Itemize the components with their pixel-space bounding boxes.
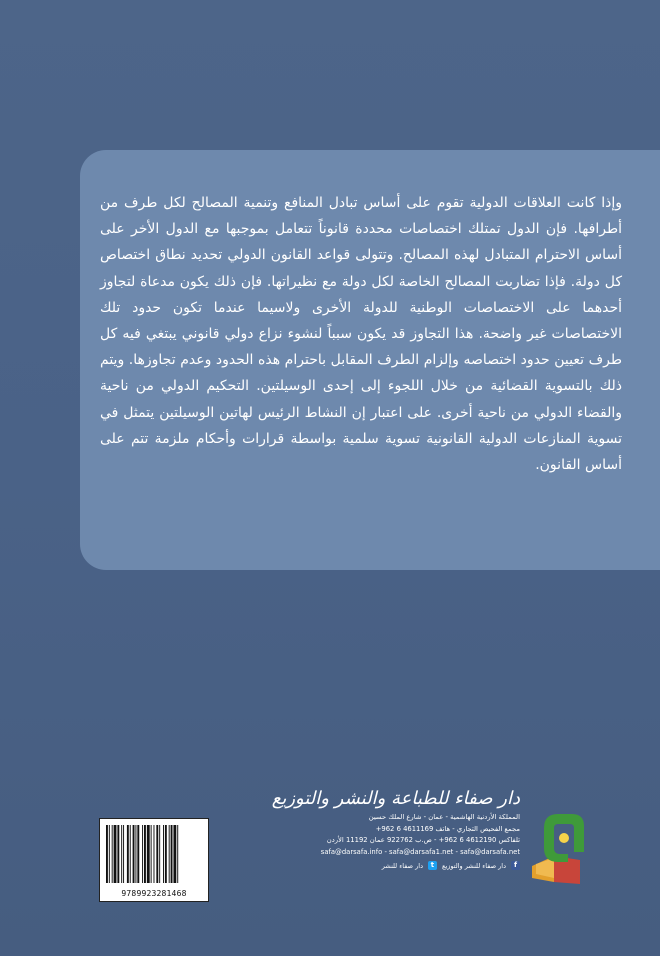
barcode-bar [112,825,113,883]
twitter-icon: t [428,861,437,870]
facebook-icon: f [511,861,520,870]
barcode-bar [163,825,164,883]
publisher-address-2: مجمع الفحيص التجاري - هاتف 4611169 6 962+ [375,824,520,833]
facebook-label: دار صفاء للنشر والتوزيع [441,861,506,870]
publisher-emails: safa@darsafa.info - safa@darsafa1.net - safa@darsafa.net [320,847,520,856]
barcode-bar [109,825,110,883]
barcode-bar [154,825,155,883]
publisher-block [271,786,520,870]
barcode-bar [135,825,136,883]
social-links [308,861,520,870]
barcode-bar [159,825,160,883]
twitter-label: دار صفاء للنشر [381,861,423,870]
barcode-bar [127,825,129,883]
barcode-bar [165,825,167,883]
barcode-bar [173,825,176,883]
publisher-name: دار صفاء للطباعة والنشر والتوزيع [271,788,520,809]
barcode-bar [133,825,135,883]
barcode-bar [144,825,146,883]
book-description [100,190,622,478]
barcode-bar [137,825,139,883]
publisher-address-1: المملكة الأردنية الهاشمية - عمان - شارع الملك حسين [368,813,520,821]
barcode-bar [121,825,122,883]
barcode-bar [151,825,152,883]
barcode-bar [171,825,173,883]
barcode-bar [114,825,117,883]
barcode-bars [106,825,202,883]
barcode-bar [142,825,143,883]
barcode-bar [156,825,158,883]
barcode-bar [106,825,108,883]
barcode-bar [169,825,170,883]
publisher-logo-icon [524,808,594,888]
barcode-bar [177,825,178,883]
barcode-bar [123,825,124,883]
barcode-bar [147,825,150,883]
barcode-bar [130,825,131,883]
barcode-bar [117,825,119,883]
description-paragraph: وإذا كانت العلاقات الدولية تقوم على أساس تبادل المنافع وتنمية المصالح لكل طرف من أطرافها. فإن الدول تمتلك اختصاصات محددة قانوناً تتعامل بموجبها مع الدول الأخر على أساس الاحترام المتبادل لهذه المصالح. وتتولى قواعد القانون الدولي تحديد نطاق اختصاص كل دولة. فإذا تضاربت المصالح الخاصة لكل دولة مع نظيراتها. فإن ذلك يكون مدعاة لتجاوز أحدهما على الاختصاصات الوطنية للدولة الأخرى ولاسيما عندما تكون حدود تلك الاختصاصات غير واضحة. هذا التجاوز قد يكون سبباً لنشوء نزاع دولي قانوني يبتغي فيه كل طرف تعيين حدود اختصاصه وإلزام الطرف المقابل باحترام هذه الحدود وعدم تجاوزها. ويتم ذلك بالتسوية القضائية من خلال اللجوء إلى إحدى الوسيلتين. التحكيم الدولي من ناحية والقضاء الدولي من ناحية أخرى. على اعتبار إن النشاط الرئيس لهاتين الوسيلتين يتمثل في تسوية المنازعات الدولية القانونية تسوية سلمية بواسطة قرارات وأحكام ملزمة تتم على أساس القانون. [100,195,622,474]
isbn-number: 9789923281468 [121,889,187,898]
publisher-address-3: تلفاكس 4612190 6 962+ - ص.ب 922762 عمان 11192 الأردن [326,836,520,844]
isbn-barcode [99,818,209,902]
